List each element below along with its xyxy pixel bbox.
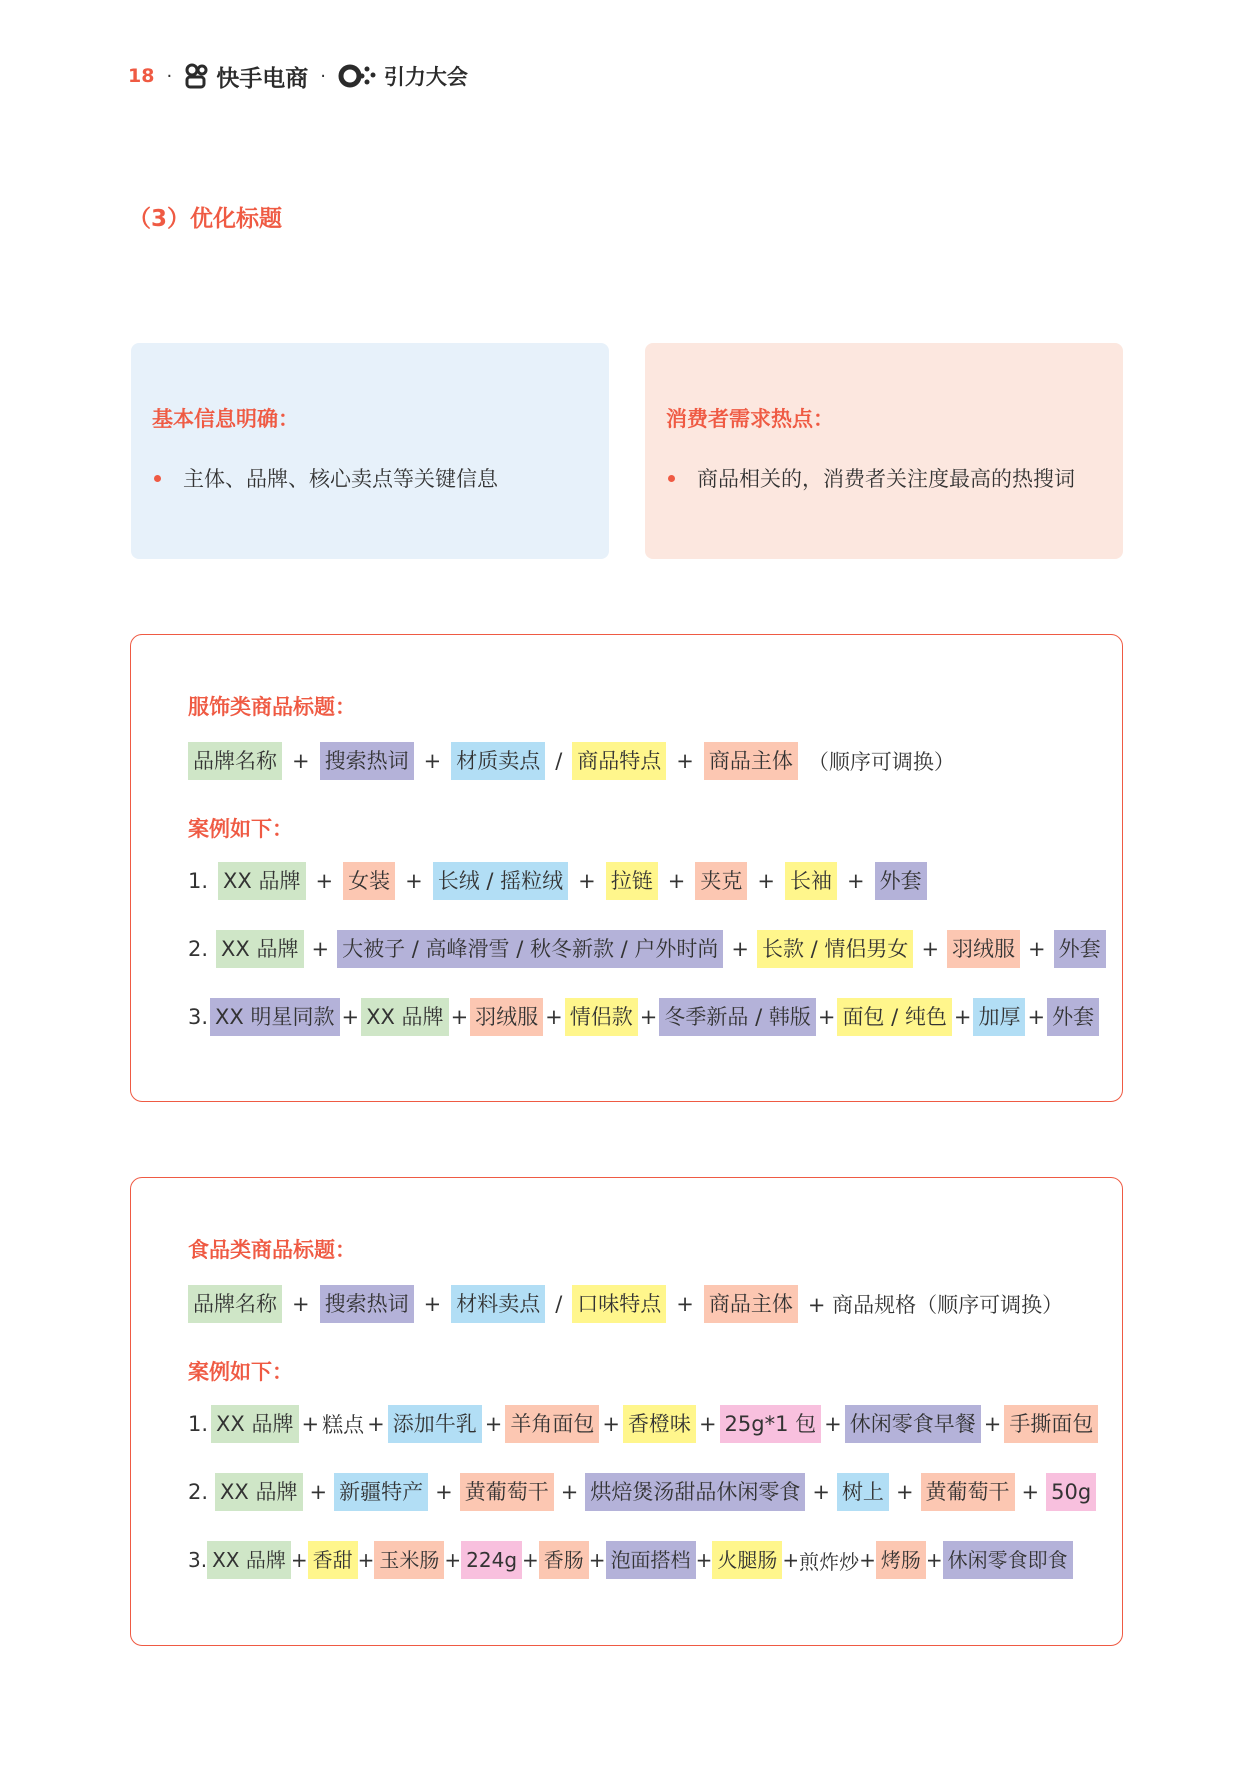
keyword-tag: 长款 / 情侣男女 xyxy=(757,930,913,968)
plus-separator: + xyxy=(450,1005,469,1029)
plus-separator: + xyxy=(309,1480,328,1504)
keyword-tag: XX 品牌 xyxy=(207,1541,291,1579)
example-row xyxy=(188,862,927,900)
keyword-tag: 材料卖点 xyxy=(451,1285,545,1323)
keyword-tag: 搜索热词 xyxy=(320,1285,414,1323)
plus-separator: + xyxy=(953,1005,972,1029)
keyword-tag: 新疆特产 xyxy=(334,1473,428,1511)
plus-separator: + xyxy=(357,1548,375,1572)
food-title-box xyxy=(130,1177,1123,1646)
plus-separator: + xyxy=(1021,1480,1040,1504)
page-number: 18 xyxy=(128,65,155,87)
keyword-tag: 树上 xyxy=(837,1473,889,1511)
plus-separator: + xyxy=(676,1292,694,1316)
plain-text: 3. xyxy=(188,1005,209,1029)
keyword-tag: 香肠 xyxy=(539,1541,589,1579)
keyword-tag: 25g*1 包 xyxy=(720,1405,822,1443)
keyword-tag: 手撕面包 xyxy=(1004,1405,1098,1443)
keyword-tag: 香橙味 xyxy=(623,1405,696,1443)
plain-text: 2. xyxy=(188,937,209,961)
plus-separator: + xyxy=(757,869,775,893)
card-bullet xyxy=(666,463,1123,493)
plus-separator: + xyxy=(698,1412,717,1436)
keyword-tag: 火腿肠 xyxy=(712,1541,782,1579)
plain-text: + 商品规格（顺序可调换） xyxy=(807,1293,1064,1317)
keyword-tag: 烤肠 xyxy=(876,1541,926,1579)
plus-separator: + xyxy=(292,749,310,773)
keyword-tag: 商品特点 xyxy=(572,742,666,780)
plus-separator: + xyxy=(301,1412,320,1436)
keyword-tag: 拉链 xyxy=(606,862,658,900)
plus-separator: + xyxy=(444,1548,462,1572)
formula-row xyxy=(188,1285,1063,1323)
keyword-tag: 夹克 xyxy=(695,862,747,900)
keyword-tag: XX 明星同款 xyxy=(210,998,339,1036)
keyword-tag: 情侣款 xyxy=(565,998,638,1036)
keyword-tag: 休闲零食即食 xyxy=(943,1541,1073,1579)
card-title: 消费者需求热点： xyxy=(666,407,834,431)
plus-separator: + xyxy=(921,937,940,961)
plus-separator: + xyxy=(405,869,423,893)
plus-separator: + xyxy=(292,1292,310,1316)
keyword-tag: 外套 xyxy=(875,862,927,900)
plus-separator: / xyxy=(555,749,563,773)
plus-separator: + xyxy=(695,1548,713,1572)
keyword-tag: 黄葡萄干 xyxy=(921,1473,1015,1511)
plain-text: 1. xyxy=(188,869,209,893)
plus-separator: + xyxy=(812,1480,830,1504)
plain-text: 煎炸炒 xyxy=(799,1549,860,1574)
plus-separator: + xyxy=(423,749,442,773)
keyword-tag: 女装 xyxy=(343,862,395,900)
box-title: 服饰类商品标题： xyxy=(188,695,356,719)
examples-label: 案例如下： xyxy=(188,817,293,841)
plus-separator: + xyxy=(484,1412,503,1436)
keyword-tag: 加厚 xyxy=(973,998,1025,1036)
apparel-title-box xyxy=(130,634,1123,1102)
keyword-tag: 休闲零食早餐 xyxy=(845,1405,981,1443)
plus-separator: + xyxy=(1028,937,1046,961)
bullet-text: 主体、品牌、核心卖点等关键信息 xyxy=(183,467,498,491)
card-bullet xyxy=(152,463,609,493)
plus-separator: + xyxy=(560,1480,579,1504)
page-header xyxy=(128,56,468,96)
keyword-tag: 羽绒服 xyxy=(470,998,543,1036)
plus-separator: + xyxy=(983,1412,1002,1436)
keyword-tag: 泡面搭档 xyxy=(606,1541,696,1579)
plus-separator: + xyxy=(731,937,749,961)
kuaishou-logo-icon xyxy=(184,63,210,89)
plus-separator: + xyxy=(545,1005,563,1029)
plus-separator: + xyxy=(578,869,596,893)
plus-separator: + xyxy=(367,1412,385,1436)
keyword-tag: XX 品牌 xyxy=(218,862,305,900)
header-separator: · xyxy=(320,65,326,87)
plus-separator: / xyxy=(555,1292,563,1316)
keyword-tag: 玉米肠 xyxy=(374,1541,444,1579)
keyword-tag: 材质卖点 xyxy=(451,742,545,780)
plain-text: 糕点 xyxy=(322,1413,365,1437)
plain-text: （顺序可调换） xyxy=(807,750,955,774)
yinli-conference-logo xyxy=(338,61,468,91)
plus-separator: + xyxy=(895,1480,914,1504)
keyword-tag: 50g xyxy=(1046,1473,1096,1511)
plus-separator: + xyxy=(859,1548,876,1572)
keyword-tag: 商品主体 xyxy=(704,1285,798,1323)
keyword-tag: 口味特点 xyxy=(572,1285,666,1323)
consumer-hotspot-card xyxy=(645,343,1123,559)
keyword-tag: XX 品牌 xyxy=(216,930,303,968)
plus-separator: + xyxy=(602,1412,620,1436)
formula-row xyxy=(188,742,955,780)
keyword-tag: XX 品牌 xyxy=(361,998,448,1036)
example-row xyxy=(188,930,1106,968)
plain-text: 3. xyxy=(188,1548,208,1572)
plus-separator: + xyxy=(311,937,330,961)
bullet-text: 商品相关的，消费者关注度最高的热搜词 xyxy=(697,467,1075,491)
example-row xyxy=(188,1541,1073,1579)
plus-separator: + xyxy=(639,1005,658,1029)
keyword-tag: 搜索热词 xyxy=(320,742,414,780)
basic-info-card xyxy=(131,343,609,559)
example-row xyxy=(188,1473,1096,1511)
keyword-tag: 黄葡萄干 xyxy=(460,1473,554,1511)
keyword-tag: 品牌名称 xyxy=(188,1285,282,1323)
keyword-tag: 长绒 / 摇粒绒 xyxy=(433,862,568,900)
plus-separator: + xyxy=(423,1292,442,1316)
plus-separator: + xyxy=(817,1005,836,1029)
keyword-tag: 烘焙煲汤甜品休闲零食 xyxy=(585,1473,805,1511)
plain-text: 2. xyxy=(188,1480,209,1504)
plus-separator: + xyxy=(315,869,334,893)
yinli-logo-icon xyxy=(338,63,378,89)
keyword-tag: 大被子 / 高峰滑雪 / 秋冬新款 / 户外时尚 xyxy=(337,930,723,968)
header-separator: · xyxy=(166,65,173,87)
keyword-tag: 224g xyxy=(461,1541,522,1579)
bullet-icon xyxy=(668,475,675,482)
plus-separator: + xyxy=(588,1548,606,1572)
plus-separator: + xyxy=(782,1548,800,1572)
plus-separator: + xyxy=(1027,1005,1046,1029)
keyword-tag: 品牌名称 xyxy=(188,742,282,780)
keyword-tag: 长袖 xyxy=(785,862,837,900)
keyword-tag: XX 品牌 xyxy=(211,1405,298,1443)
keyword-tag: 添加牛乳 xyxy=(388,1405,482,1443)
keyword-tag: 外套 xyxy=(1054,930,1106,968)
plus-separator: + xyxy=(522,1548,539,1572)
plain-text: 1. xyxy=(188,1412,209,1436)
keyword-tag: 羽绒服 xyxy=(947,930,1020,968)
keyword-tag: 香甜 xyxy=(308,1541,358,1579)
keyword-tag: 外套 xyxy=(1047,998,1099,1036)
plus-separator: + xyxy=(290,1548,308,1572)
keyword-tag: 商品主体 xyxy=(704,742,798,780)
keyword-tag: 面包 / 纯色 xyxy=(837,998,951,1036)
bullet-icon xyxy=(154,475,161,482)
keyword-tag: XX 品牌 xyxy=(215,1473,302,1511)
plus-separator: + xyxy=(435,1480,453,1504)
plus-separator: + xyxy=(925,1548,943,1572)
example-row xyxy=(188,998,1099,1036)
conference-name: 引力大会 xyxy=(383,65,468,89)
section-title: （3）优化标题 xyxy=(128,206,283,232)
examples-label: 案例如下： xyxy=(188,1360,293,1384)
card-title: 基本信息明确： xyxy=(152,407,299,431)
example-row xyxy=(188,1405,1098,1443)
plus-separator: + xyxy=(341,1005,360,1029)
keyword-tag: 冬季新品 / 韩版 xyxy=(659,998,815,1036)
plus-separator: + xyxy=(846,869,865,893)
kuaishou-ecommerce-logo xyxy=(184,60,308,93)
keyword-tag: 羊角面包 xyxy=(505,1405,599,1443)
plus-separator: + xyxy=(667,869,686,893)
box-title: 食品类商品标题： xyxy=(188,1238,356,1262)
brand-name: 快手电商 xyxy=(216,65,309,92)
plus-separator: + xyxy=(824,1412,842,1436)
plus-separator: + xyxy=(676,749,694,773)
